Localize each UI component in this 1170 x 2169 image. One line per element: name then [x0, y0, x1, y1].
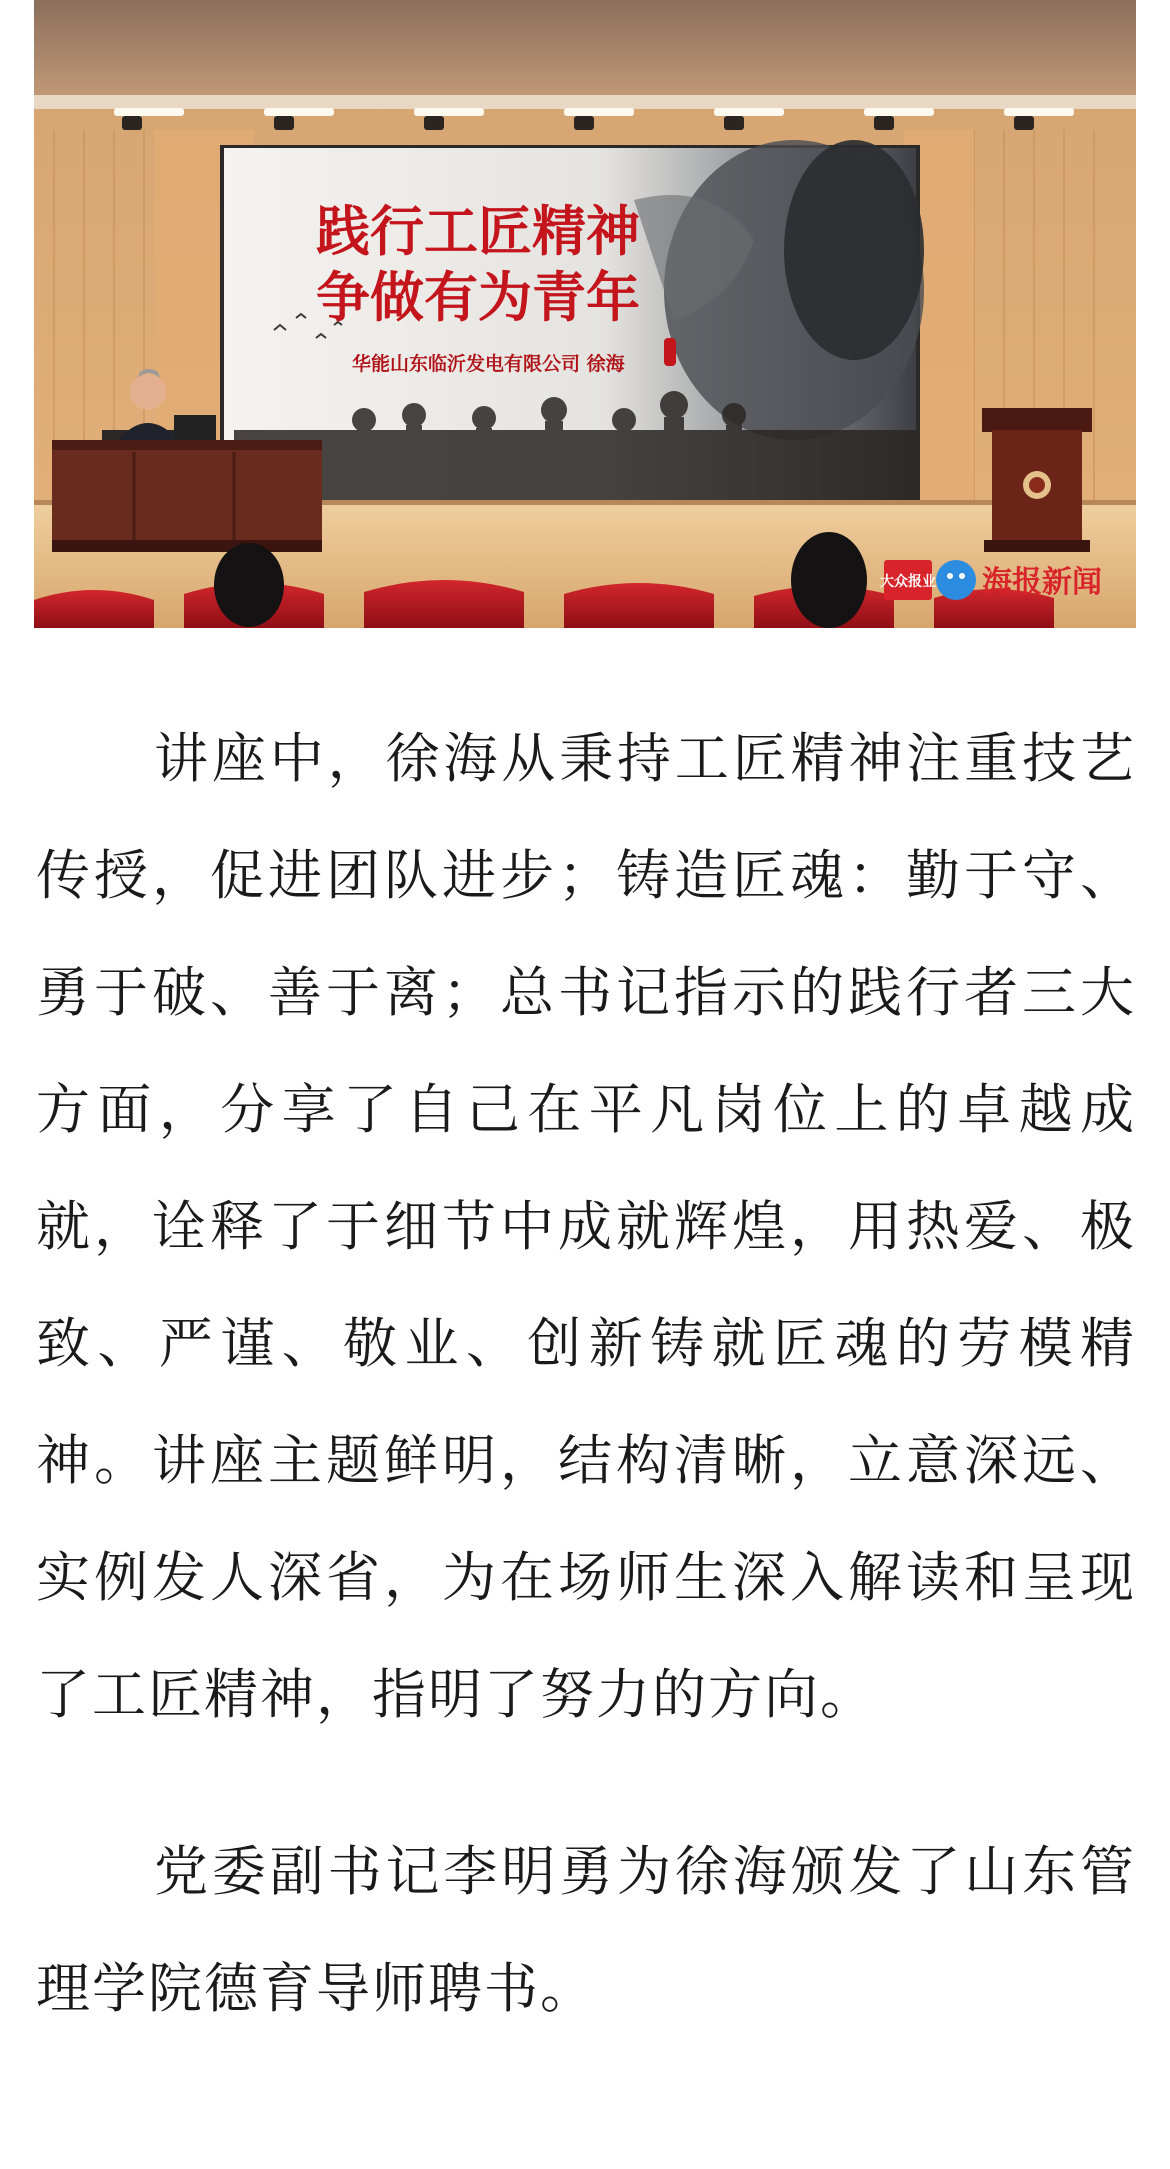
slide-title-line2: 争做有为青年: [316, 265, 640, 329]
watermark-left-text: 大众报业: [880, 574, 936, 590]
projection-screen: [220, 140, 924, 505]
watermark: [880, 560, 1102, 600]
article-paragraph-1: 讲座中，徐海从秉持工匠精神注重技艺传授，促进团队进步；铸造匠魂：勤于守、勇于破、善于离；总书记指示的践行者三大方面，分享了自己在平凡岗位上的卓越成就，诠释了于细节中成就辉煌，用热爱、极致、严谨、敬业、创新铸就匠魂的劳模精神。讲座主题鲜明，结构清晰，立意深远、实例发人深省，为在场师生深入解读和呈现了工匠精神，指明了努力的方向。: [36, 727, 1136, 1726]
article-paragraph-2: 党委副书记李明勇为徐海颁发了山东管理学院德育导师聘书。: [36, 1840, 1136, 2020]
lecture-hall-illustration: [34, 0, 1136, 628]
slide-subtitle: 华能山东临沂发电有限公司 徐海: [352, 353, 625, 375]
seal-icon: [664, 338, 676, 366]
podium: [982, 408, 1092, 552]
haibao-logo-icon: [936, 560, 976, 600]
slide-title-line1: 践行工匠精神: [316, 199, 640, 263]
article-body: [36, 700, 1136, 2047]
lecture-photo: [34, 0, 1136, 628]
watermark-right-text: 海报新闻: [982, 565, 1102, 600]
